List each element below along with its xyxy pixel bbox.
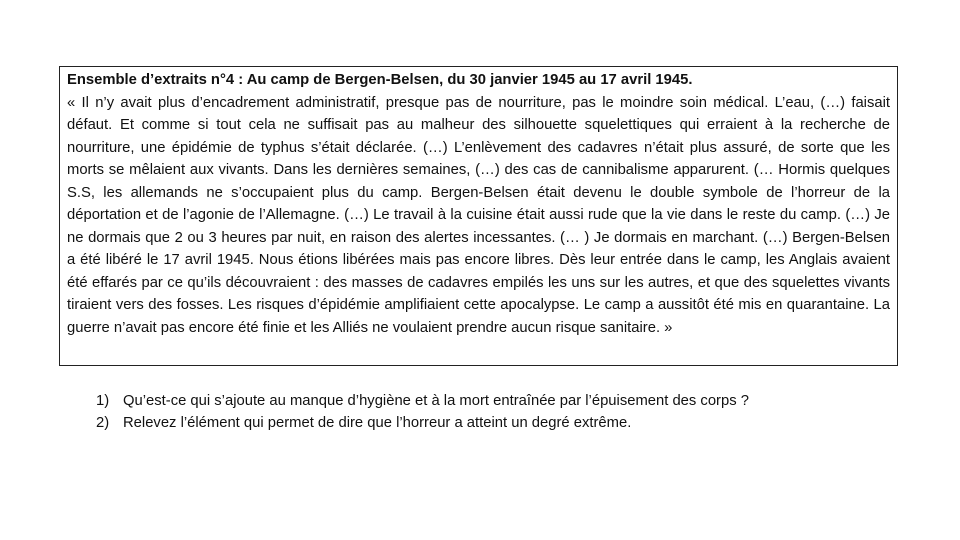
question-item [96,390,926,412]
question-text: Qu’est-ce qui s’ajoute au manque d’hygiène et à la mort entraînée par l’épuisement des corps ? [123,393,749,409]
question-number: 1) [96,393,110,409]
question-number: 2) [96,415,110,431]
question-text: Relevez l’élément qui permet de dire que l’horreur a atteint un degré extrême. [123,415,632,431]
excerpt-box [59,66,898,366]
excerpt-text: « Il n’y avait plus d’encadrement administratif, presque pas de nourriture, pas le moindre soin médical. L’eau, (…) faisait défaut. Et comme si tout cela ne suffisait pas au malheur des silhouette squelettiques qui erraient à la recherche de nourriture, une épidémie de typhus s’était déclarée. (…) L’enlèvement des cadavres n’était plus assuré, de sorte que les morts se mêlaient aux vivants. Dans les dernières semaines, (…) des cas de cannibalisme apparurent. (… Hormis quelques S.S, les allemands ne s’occupaient plus du camp. Bergen-Belsen était devenu le double symbole de l’horreur de la déportation et de l’agonie de l’Allemagne. (…) Le travail à la cuisine était aussi rude que la vie dans le reste du camp. (…) Je ne dormais que 2 ou 3 heures par nuit, en raison des alertes incessantes. (… ) Je dormais en marchant. (…) Bergen-Belsen a été libéré le 17 avril 1945. Nous étions libérées mais pas encore libres. Dès leur entrée dans le camp, les Anglais avaient été effarés par ce qu’ils découvraient : des masses de cadavres empilés les uns sur les autres, et que des squelettes vivants tiraient vers des fosses. Les risques d’épidémie amplifiaient cette apocalypse. Le camp a aussitôt été mis en quarantaine. La guerre n’avait pas encore été finie et les Alliés ne voulaient prendre aucun risque sanitaire. » [67,94,890,336]
question-item [96,412,926,434]
excerpt-title: Ensemble d’extraits n°4 : Au camp de Bergen-Belsen, du 30 janvier 1945 au 17 avril 1945. [67,72,693,88]
question-list [96,390,926,434]
